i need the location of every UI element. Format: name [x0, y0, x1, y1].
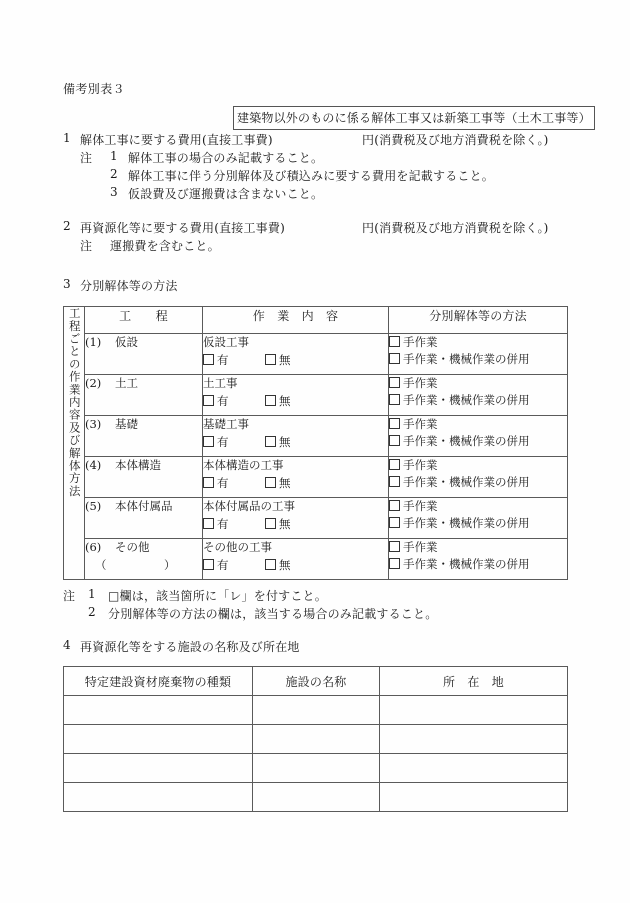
- header-step: [85, 307, 203, 334]
- row-5-index: (5): [85, 499, 102, 513]
- section-2-title: 再資源化等に要する費用(直接工事費): [80, 221, 285, 235]
- table-row: [64, 725, 568, 754]
- checkbox-icon[interactable]: [203, 559, 214, 570]
- row-5-method-combined-label: 手作業・機械作業の併用: [403, 515, 530, 530]
- row-6-yes-label: 有: [217, 558, 229, 572]
- table-row: [64, 375, 568, 416]
- row-5-work-cell: [203, 498, 389, 539]
- checkbox-icon[interactable]: [389, 336, 400, 347]
- row-4-method-cell: [389, 457, 568, 498]
- row-2-method-manual[interactable]: [389, 375, 567, 392]
- checkbox-icon[interactable]: [389, 435, 400, 446]
- table-header-row: [64, 307, 568, 334]
- row-3-step-label: 基礎: [115, 417, 138, 431]
- row-3-method-combined[interactable]: [389, 433, 567, 450]
- checkbox-icon[interactable]: [265, 477, 276, 488]
- row-3-checkbox-no[interactable]: [265, 435, 291, 449]
- section-2-note-1-text: 運搬費を含むこと。: [110, 239, 220, 253]
- row-4-yes-label: 有: [217, 476, 229, 490]
- row-3-method-manual-label: 手作業: [403, 417, 438, 431]
- row-5-checkbox-no[interactable]: [265, 517, 291, 531]
- checkbox-icon[interactable]: [265, 518, 276, 529]
- row-5-step-label: 本体付属品: [115, 499, 173, 513]
- checkbox-icon[interactable]: [203, 518, 214, 529]
- vertical-label-text: 工程ごとの作業内容及び解体方法: [67, 307, 82, 498]
- row-4-work-label: 本体構造の工事: [203, 458, 284, 472]
- row-1-method-combined[interactable]: [389, 351, 567, 368]
- row-3-method-manual[interactable]: [389, 416, 567, 433]
- row-6-index: (6): [85, 540, 102, 554]
- vertical-label-cell: [64, 307, 85, 580]
- row-3-no-label: 無: [279, 435, 291, 449]
- section-1-note-2-text: 解体工事に伴う分別解体及び積込みに要する費用を記載すること。: [128, 169, 495, 183]
- facility-cell-type[interactable]: [64, 783, 253, 812]
- row-1-checkbox-no[interactable]: [265, 353, 291, 367]
- table-row: [64, 334, 568, 375]
- row-5-work-label: 本体付属品の工事: [203, 499, 295, 513]
- row-1-method-manual[interactable]: [389, 334, 567, 351]
- row-6-method-combined[interactable]: [389, 556, 567, 573]
- table-note-1-text: □欄は，該当箇所に「レ」を付すこと。: [108, 589, 327, 603]
- row-6-step-cell: [85, 539, 203, 580]
- row-5-no-label: 無: [279, 517, 291, 531]
- section-1-note-3-number: 3: [110, 185, 118, 199]
- row-4-method-manual-label: 手作業: [403, 458, 438, 472]
- section-4-number: 4: [63, 638, 71, 652]
- row-1-yes-label: 有: [217, 353, 229, 367]
- facility-cell-location[interactable]: [380, 754, 568, 783]
- document-label: 備考別表３: [63, 82, 126, 96]
- checkbox-icon[interactable]: [389, 500, 400, 511]
- row-5-method-manual-label: 手作業: [403, 499, 438, 513]
- row-3-step-cell: [85, 416, 203, 457]
- section-1-note-1-number: 1: [110, 149, 118, 163]
- table-notes-label: 注: [63, 589, 76, 603]
- row-1-index: (1): [85, 335, 102, 349]
- table-row: [64, 696, 568, 725]
- row-2-checkbox-no[interactable]: [265, 394, 291, 408]
- header-step-text: 工 程: [119, 309, 168, 323]
- process-method-table: [63, 306, 568, 580]
- checkbox-icon[interactable]: [389, 353, 400, 364]
- facility-cell-name[interactable]: [253, 754, 380, 783]
- row-4-method-combined[interactable]: [389, 474, 567, 491]
- row-4-method-manual[interactable]: [389, 457, 567, 474]
- row-2-method-manual-label: 手作業: [403, 376, 438, 390]
- row-2-no-label: 無: [279, 394, 291, 408]
- row-1-method-combined-label: 手作業・機械作業の併用: [403, 351, 530, 366]
- row-2-method-combined-label: 手作業・機械作業の併用: [403, 392, 530, 407]
- row-6-step-label: その他: [115, 540, 150, 554]
- row-5-checkbox-yes[interactable]: [203, 516, 265, 532]
- checkbox-icon[interactable]: [203, 436, 214, 447]
- checkbox-icon[interactable]: [389, 541, 400, 552]
- row-3-yes-label: 有: [217, 435, 229, 449]
- row-2-method-cell: [389, 375, 568, 416]
- section-1-notes-label: 注: [80, 151, 93, 165]
- facility-header-location-text: 所 在 地: [442, 674, 504, 689]
- row-2-method-combined[interactable]: [389, 392, 567, 409]
- facility-cell-location[interactable]: [380, 783, 568, 812]
- checkbox-icon[interactable]: [203, 477, 214, 488]
- facility-cell-name[interactable]: [253, 696, 380, 725]
- header-method-text: 分別解体等の方法: [429, 309, 527, 323]
- row-6-work-label: その他の工事: [203, 540, 272, 554]
- section-1-note-1-text: 解体工事の場合のみ記載すること。: [128, 151, 324, 165]
- row-4-work-cell: [203, 457, 389, 498]
- row-5-yes-label: 有: [217, 517, 229, 531]
- facility-cell-location[interactable]: [380, 725, 568, 754]
- row-4-step-label: 本体構造: [115, 458, 161, 472]
- section-4-title: 再資源化等をする施設の名称及び所在地: [80, 640, 300, 654]
- row-2-index: (2): [85, 376, 102, 390]
- row-1-checkbox-yes[interactable]: [203, 352, 265, 368]
- row-4-index: (4): [85, 458, 102, 472]
- row-2-work-cell: [203, 375, 389, 416]
- row-4-checkbox-yes[interactable]: [203, 475, 265, 491]
- row-2-checkbox-yes[interactable]: [203, 393, 265, 409]
- row-6-no-label: 無: [279, 558, 291, 572]
- row-5-method-combined[interactable]: [389, 515, 567, 532]
- section-1-number: 1: [63, 131, 71, 145]
- row-6-step-sub[interactable]: （ ）: [95, 558, 176, 572]
- section-1-unit-note: 円(消費税及び地方消費税を除く。): [362, 133, 549, 147]
- row-4-checkbox-no[interactable]: [265, 476, 291, 490]
- row-6-checkbox-no[interactable]: [265, 558, 291, 572]
- checkbox-icon[interactable]: [389, 418, 400, 429]
- row-1-work-label: 仮設工事: [203, 335, 249, 349]
- row-3-index: (3): [85, 417, 102, 431]
- section-1-note-3-text: 仮設費及び運搬費は含まないこと。: [128, 187, 324, 201]
- facility-header-name: [253, 667, 380, 696]
- row-6-work-cell: [203, 539, 389, 580]
- row-3-checkbox-yes[interactable]: [203, 434, 265, 450]
- facility-cell-name[interactable]: [253, 725, 380, 754]
- row-6-checkbox-yes[interactable]: [203, 557, 265, 573]
- row-3-work-cell: [203, 416, 389, 457]
- row-3-method-combined-label: 手作業・機械作業の併用: [403, 433, 530, 448]
- header-work-text: 作 業 内 容: [252, 309, 339, 323]
- checkbox-icon[interactable]: [389, 394, 400, 405]
- facility-header-row: [64, 667, 568, 696]
- facility-header-name-text: 施設の名称: [285, 674, 347, 689]
- header-work: [203, 307, 389, 334]
- row-6-method-cell: [389, 539, 568, 580]
- checkbox-icon[interactable]: [203, 354, 214, 365]
- table-row: [64, 783, 568, 812]
- row-2-step-cell: [85, 375, 203, 416]
- checkbox-icon[interactable]: [389, 459, 400, 470]
- table-row: [64, 457, 568, 498]
- row-2-work-label: 土工事: [203, 376, 238, 390]
- table-row: [64, 754, 568, 783]
- facility-header-type-text: 特定建設資材廃棄物の種類: [84, 674, 232, 689]
- row-1-no-label: 無: [279, 353, 291, 367]
- checkbox-icon[interactable]: [203, 395, 214, 406]
- checkbox-icon[interactable]: [265, 354, 276, 365]
- row-1-method-manual-label: 手作業: [403, 335, 438, 349]
- row-4-method-combined-label: 手作業・機械作業の併用: [403, 474, 530, 489]
- row-4-step-cell: [85, 457, 203, 498]
- table-note-2-text: 分別解体等の方法の欄は，該当する場合のみ記載すること。: [108, 607, 438, 621]
- boxed-document-title: 建築物以外のものに係る解体工事又は新築工事等（土木工事等）: [233, 106, 595, 130]
- table-note-1-number: 1: [88, 587, 96, 601]
- row-3-method-cell: [389, 416, 568, 457]
- checkbox-icon[interactable]: [389, 476, 400, 487]
- table-row: [64, 416, 568, 457]
- facility-cell-type[interactable]: [64, 754, 253, 783]
- checkbox-icon[interactable]: [389, 517, 400, 528]
- facility-cell-type[interactable]: [64, 725, 253, 754]
- row-5-method-manual[interactable]: [389, 498, 567, 515]
- facility-cell-type[interactable]: [64, 696, 253, 725]
- row-1-step-cell: [85, 334, 203, 375]
- facility-header-location: [380, 667, 568, 696]
- section-2-unit-note: 円(消費税及び地方消費税を除く。): [362, 221, 549, 235]
- row-1-step-label: 仮設: [115, 335, 138, 349]
- checkbox-icon[interactable]: [389, 558, 400, 569]
- facility-header-type: [64, 667, 253, 696]
- row-2-yes-label: 有: [217, 394, 229, 408]
- table-row: [64, 498, 568, 539]
- section-1-note-2-number: 2: [110, 167, 118, 181]
- row-2-step-label: 土工: [115, 376, 138, 390]
- row-1-work-cell: [203, 334, 389, 375]
- row-1-method-cell: [389, 334, 568, 375]
- row-5-step-cell: [85, 498, 203, 539]
- header-method: [389, 307, 568, 334]
- section-2-number: 2: [63, 219, 71, 233]
- checkbox-icon[interactable]: [265, 436, 276, 447]
- row-6-method-combined-label: 手作業・機械作業の併用: [403, 556, 530, 571]
- section-3-title: 分別解体等の方法: [80, 279, 178, 293]
- row-5-method-cell: [389, 498, 568, 539]
- checkbox-icon[interactable]: [389, 377, 400, 388]
- table-row: [64, 539, 568, 580]
- section-3-number: 3: [63, 277, 71, 291]
- facility-cell-name[interactable]: [253, 783, 380, 812]
- checkbox-icon[interactable]: [265, 395, 276, 406]
- table-note-2-number: 2: [88, 605, 96, 619]
- row-6-method-manual-label: 手作業: [403, 540, 438, 554]
- section-2-notes-label: 注: [80, 239, 93, 253]
- section-1-title: 解体工事に要する費用(直接工事費): [80, 133, 273, 147]
- facility-table: [63, 666, 568, 812]
- row-3-work-label: 基礎工事: [203, 417, 249, 431]
- row-6-method-manual[interactable]: [389, 539, 567, 556]
- checkbox-icon[interactable]: [265, 559, 276, 570]
- facility-cell-location[interactable]: [380, 696, 568, 725]
- row-4-no-label: 無: [279, 476, 291, 490]
